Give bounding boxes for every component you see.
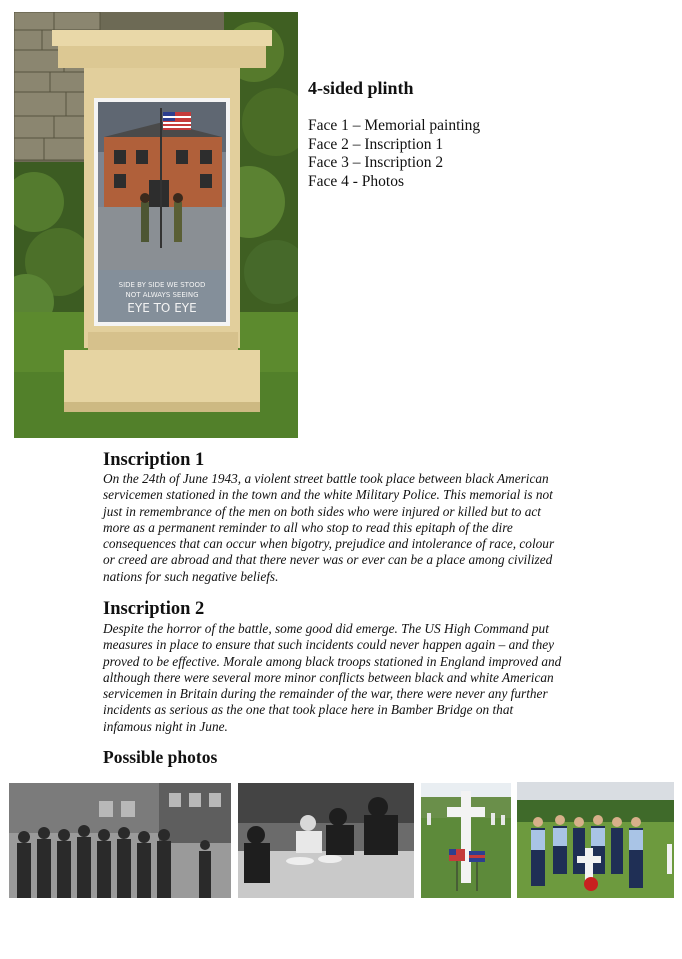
inscription-line: consequences that can occur when bigotry, prejudice and intolerance of race, colour: [103, 536, 555, 552]
plinth-photo: [14, 12, 298, 438]
inscription1-heading: Inscription 1: [103, 450, 205, 470]
inscription-line: just in remembrance of the men on both sides who were injured or killed but to act: [103, 503, 541, 519]
inscription-line: nations for such negative beliefs.: [103, 568, 279, 584]
photo-commemoration-group: [517, 782, 674, 898]
painting-caption-line3: EYE TO EYE: [127, 301, 197, 315]
inscription2-heading: Inscription 2: [103, 599, 205, 619]
inscription-line: incidents as serious as the one that took place here in Bamber Bridge on that: [103, 702, 514, 718]
inscription-line: or creed are abroad and that there never was or ever can be a place among civilized: [103, 552, 553, 568]
inscription-line: measures in place to ensure that such incidents could never happen again – and they: [103, 637, 555, 653]
inscription-line: proved to be effective. Morale among black troops stationed in England improved and: [103, 653, 562, 669]
faces-list: [308, 117, 480, 191]
photo-grave-cross: [421, 783, 511, 898]
plinth-heading: 4-sided plinth: [308, 78, 414, 98]
photo-soldiers-lineup: [9, 783, 231, 898]
inscription1-body: [103, 471, 593, 585]
inscription-line: On the 24th of June 1943, a violent street battle took place between black American: [103, 471, 549, 486]
photos-heading: Possible photos: [103, 747, 218, 767]
inscription-line: more as a permanent reminder to all who stop to read this epitaph of the dire: [103, 519, 513, 535]
inscription-line: although there were several more minor conflicts between black and white American: [103, 669, 554, 685]
inscription-line: servicemen in Britain during the remainder of the war, there were never any further: [103, 686, 548, 702]
inscription-line: servicemen stationed in the town and the white Military Police. This memorial is not: [103, 487, 553, 503]
face-item: Face 2 – Inscription 1: [308, 135, 444, 153]
painting-caption-line2: NOT ALWAYS SEEING: [125, 291, 199, 299]
inscription2-body: [103, 621, 593, 735]
face-item: Face 1 – Memorial painting: [308, 117, 481, 134]
face-item: Face 3 – Inscription 2: [308, 154, 444, 171]
face-item: Face 4 - Photos: [308, 172, 405, 190]
painting-caption-line1: SIDE BY SIDE WE STOOD: [118, 281, 206, 289]
inscription-line: Despite the horror of the battle, some good did emerge. The US High Command put: [103, 621, 549, 636]
inscription-line: infamous night in June.: [103, 718, 228, 734]
photo-canteen: [238, 783, 414, 898]
